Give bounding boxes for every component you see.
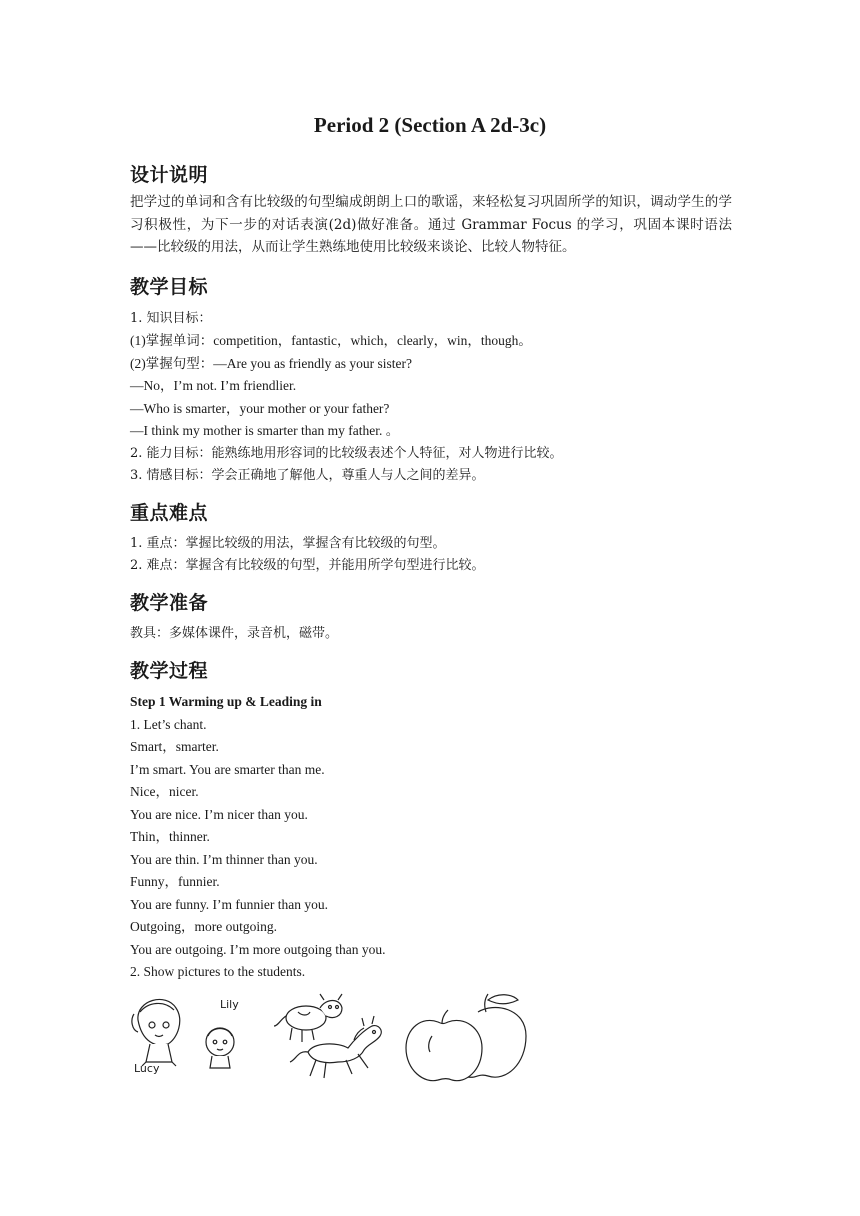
goals-line: 3. 情感目标：学会正确地了解他人，尊重人与人之间的差异。 (130, 468, 485, 483)
kids-illustration (128, 990, 258, 1085)
process-line: Funny，funnier. (130, 874, 220, 889)
goals-line: (1)掌握单词：competition，fantastic，which，clearly，win，though。 (130, 333, 532, 348)
animals-illustration (268, 990, 392, 1085)
section-heading-goals: 教学目标 (130, 276, 209, 298)
preparation-line: 教具：多媒体课件，录音机，磁带。 (130, 626, 339, 641)
process-line: Outgoing，more outgoing. (130, 919, 277, 934)
section-heading-process: 教学过程 (130, 660, 209, 682)
goals-line: —I think my mother is smarter than my father. 。 (130, 423, 400, 438)
design-paragraph: 把学过的单词和含有比较级的句型编成朗朗上口的歌谣，来轻松复习巩固所学的知识，调动学生的学习积极性，为下一步的对话表演(2d)做好准备。通过 Grammar Focus 的学习，巩固本课时语法——比较级的用法，从而让学生熟练地使用比较级来谈论、比较人物特征。 (130, 194, 732, 255)
goals-line: 1. 知识目标： (130, 311, 212, 326)
process-line: You are thin. I’m thinner than you. (130, 852, 318, 867)
process-line: I’m smart. You are smarter than me. (130, 762, 325, 777)
goals-line: 2. 能力目标：能熟练地用形容词的比较级表述个人特征，对人物进行比较。 (130, 446, 563, 461)
section-heading-design: 设计说明 (130, 164, 209, 186)
section-heading-preparation: 教学准备 (130, 592, 209, 614)
process-line: You are nice. I’m nicer than you. (130, 807, 308, 822)
goals-line: —Who is smarter，your mother or your father? (130, 401, 390, 416)
label-lily: Lily (220, 998, 239, 1011)
key-point-line: 1. 重点：掌握比较级的用法，掌握含有比较级的句型。 (130, 536, 446, 551)
process-line: 1. Let’s chant. (130, 717, 207, 732)
process-line: You are funny. I’m funnier than you. (130, 897, 328, 912)
process-line: 2. Show pictures to the students. (130, 964, 306, 979)
process-line: You are outgoing. I’m more outgoing than you. (130, 942, 386, 957)
section-heading-key-points: 重点难点 (130, 502, 209, 524)
label-lucy: Lucy (134, 1062, 160, 1075)
page-title: Period 2 (Section A 2d-3c) (313, 113, 547, 137)
goals-line: —No，I’m not. I’m friendlier. (130, 378, 297, 393)
process-line: Thin，thinner. (130, 829, 210, 844)
key-point-line: 2. 难点：掌握含有比较级的句型，并能用所学句型进行比较。 (130, 558, 485, 573)
process-line: Smart，smarter. (130, 739, 219, 754)
goals-line: (2)掌握句型：—Are you as friendly as your sister? (130, 356, 412, 371)
step-heading: Step 1 Warming up & Leading in (130, 694, 322, 709)
process-line: Nice，nicer. (130, 784, 199, 799)
apples-illustration (402, 990, 532, 1085)
